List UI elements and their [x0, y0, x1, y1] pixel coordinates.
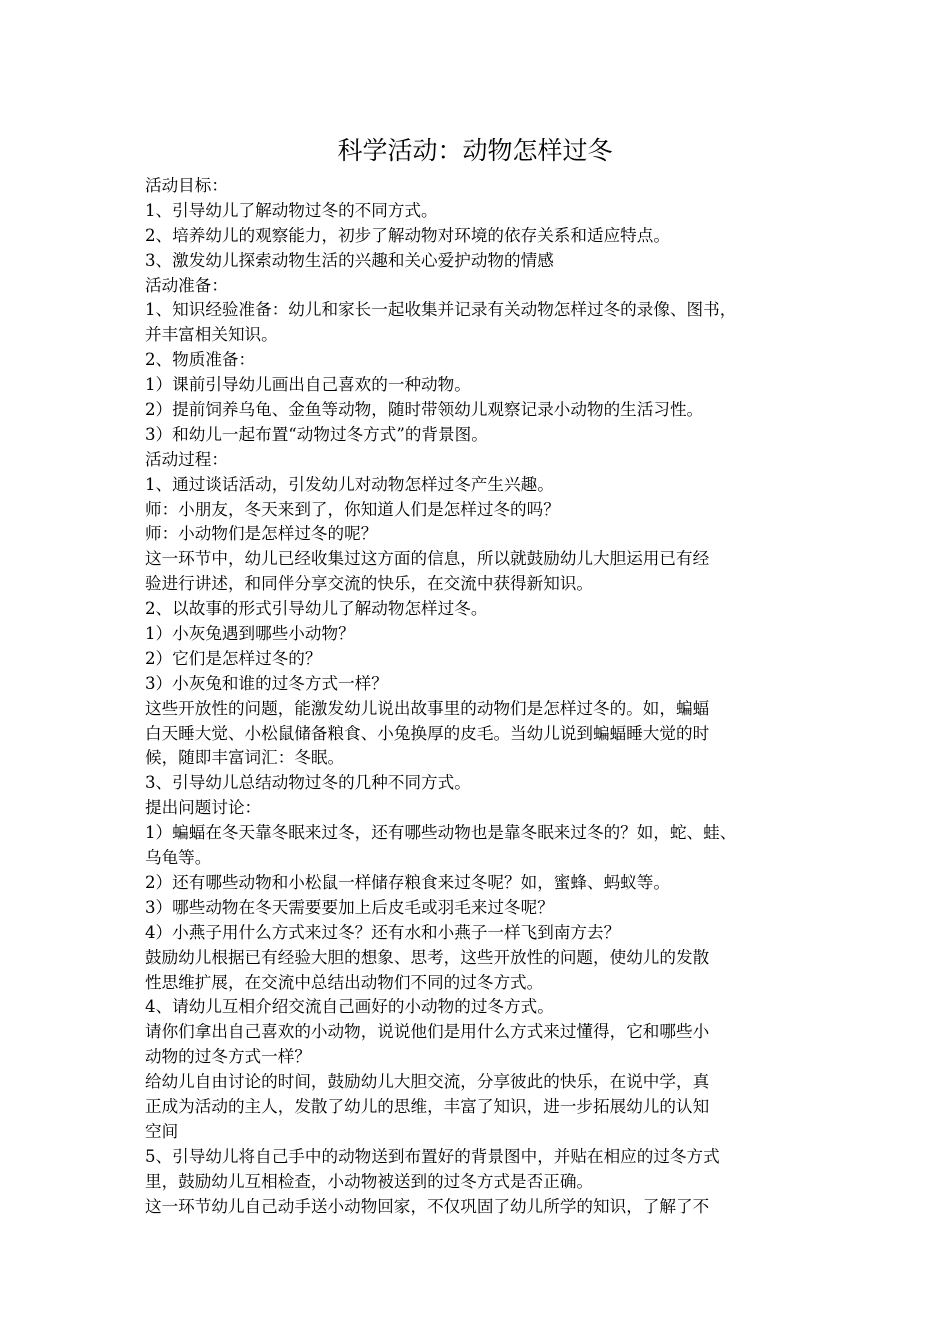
- text-line: 白天睡大觉、小松鼠储备粮食、小兔换厚的皮毛。当幼儿说到蝙蝠睡大觉的时: [145, 723, 710, 743]
- text-line: 2、物质准备：: [145, 350, 256, 370]
- text-line: 3）和幼儿一起布置“动物过冬方式”的背景图。: [145, 424, 488, 444]
- text-line: 乌龟等。: [145, 848, 212, 868]
- text-line: 2）还有哪些动物和小松鼠一样储存粮食来过冬呢？如，蜜蜂、蚂蚁等。: [145, 872, 670, 892]
- text-line: 5、引导幼儿将自己手中的动物送到布置好的背景图中，并贴在相应的过冬方式: [145, 1146, 720, 1166]
- text-line: 1）课前引导幼儿画出自己喜欢的一种动物。: [145, 375, 471, 395]
- text-line: 1、引导幼儿了解动物过冬的不同方式。: [145, 200, 438, 220]
- text-line: 动物的过冬方式一样？: [145, 1047, 311, 1067]
- text-line: 3）哪些动物在冬天需要要加上后皮毛或羽毛来过冬呢？: [145, 897, 554, 917]
- text-line: 提出问题讨论：: [145, 798, 262, 818]
- text-line: 2）提前饲养乌龟、金鱼等动物，随时带领幼儿观察记录小动物的生活习性。: [145, 400, 704, 420]
- text-line: 3、引导幼儿总结动物过冬的几种不同方式。: [145, 773, 471, 793]
- text-line: 里，鼓励幼儿互相检查，小动物被送到的过冬方式是否正确。: [145, 1171, 594, 1191]
- text-line: 请你们拿出自己喜欢的小动物，说说他们是用什么方式来过懂得，它和哪些小: [145, 1022, 710, 1042]
- text-line: 给幼儿自由讨论的时间，鼓励幼儿大胆交流，分享彼此的快乐，在说中学，真: [145, 1072, 710, 1092]
- text-line: 活动过程：: [145, 449, 228, 469]
- text-line: 3）小灰兔和谁的过冬方式一样？: [145, 673, 388, 693]
- document-title: 科学活动：动物怎样过冬: [337, 136, 613, 165]
- document-body: [145, 174, 821, 1219]
- text-line: 4）小燕子用什么方式来过冬？还有水和小燕子一样飞到南方去？: [145, 922, 621, 942]
- text-line: 鼓励幼儿根据已有经验大胆的想象、思考，这些开放性的问题，使幼儿的发散: [145, 947, 710, 967]
- text-line: 这些开放性的问题，能激发幼儿说出故事里的动物们是怎样过冬的。如，蝙蝠: [145, 698, 710, 718]
- text-line: 3、激发幼儿探索动物生活的兴趣和关心爱护动物的情感: [145, 250, 554, 270]
- text-line: 4、请幼儿互相介绍交流自己画好的小动物的过冬方式。: [145, 997, 554, 1017]
- text-line: 空间: [145, 1121, 179, 1141]
- text-line: 1、知识经验准备：幼儿和家长一起收集并记录有关动物怎样过冬的录像、图书，: [145, 300, 737, 320]
- text-line: 1）小灰兔遇到哪些小动物？: [145, 624, 355, 644]
- text-line: 活动目标：: [145, 176, 228, 195]
- text-line: 2）它们是怎样过冬的？: [145, 648, 322, 668]
- text-line: 师：小动物们是怎样过冬的呢？: [145, 524, 378, 544]
- text-line: 1）蝙蝠在冬天靠冬眠来过冬，还有哪些动物也是靠冬眠来过冬的？如，蛇、蛙、: [145, 823, 737, 843]
- text-line: 2、培养幼儿的观察能力，初步了解动物对环境的依存关系和适应特点。: [145, 225, 670, 245]
- text-line: 正成为活动的主人，发散了幼儿的思维，丰富了知识，进一步拓展幼儿的认知: [145, 1096, 710, 1116]
- text-line: 并丰富相关知识。: [145, 325, 278, 345]
- text-line: 活动准备：: [145, 275, 228, 295]
- text-line: 候，随即丰富词汇：冬眠。: [145, 748, 345, 768]
- text-line: 师：小朋友，冬天来到了，你知道人们是怎样过冬的吗？: [145, 499, 560, 519]
- text-line: 2、以故事的形式引导幼儿了解动物怎样过冬。: [145, 599, 488, 619]
- text-line: 验进行讲述，和同伴分享交流的快乐，在交流中获得新知识。: [145, 574, 594, 594]
- text-line: 这一环节中，幼儿已经收集过这方面的信息，所以就鼓励幼儿大胆运用已有经: [145, 549, 710, 569]
- text-line: 1、通过谈话活动，引发幼儿对动物怎样过冬产生兴趣。: [145, 474, 554, 494]
- text-line: 这一环节幼儿自己动手送小动物回家，不仅巩固了幼儿所学的知识，了解了不: [145, 1196, 710, 1216]
- text-line: 性思维扩展，在交流中总结出动物们不同的过冬方式。: [145, 972, 544, 992]
